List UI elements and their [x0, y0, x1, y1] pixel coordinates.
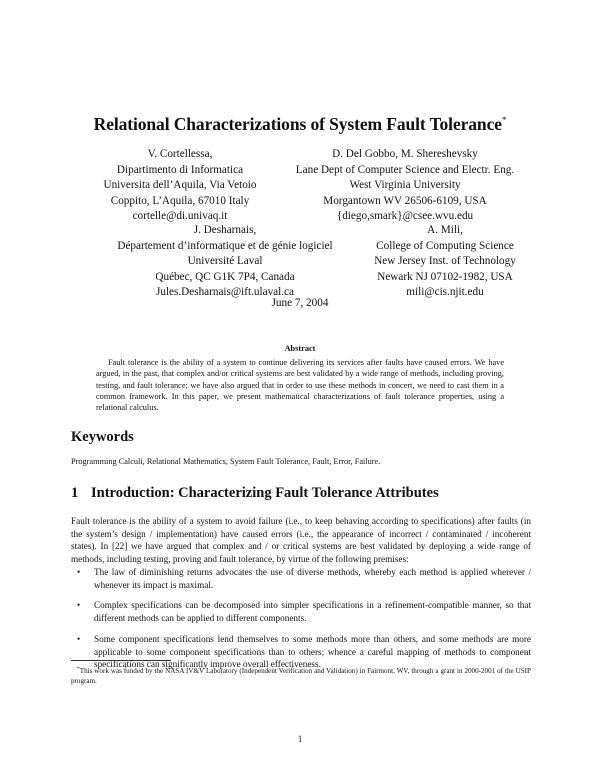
page-number: 1: [297, 734, 303, 744]
intro-paragraph: Fault tolerance is the ability of a system to avoid failure (i.e., to keep behaving according to specifications) after faults (in the system’s design / implementation) have caused errors (i.e., the appearance of incorrect / contaminated / incoherent states). In [22] we have argued that complex and / or critical systems are best validated by deploying a wide range of methods, including testing, proving and fault tolerance, by virtue of the following premises:: [71, 516, 531, 565]
author-email: cortelle@di.univaq.it: [132, 210, 228, 223]
author-affiliation-line: Universita dell’Aquila, Via Vetoio: [103, 179, 257, 192]
author-affiliation-line: Coppito, L’Aquila, 67010 Italy: [110, 194, 250, 207]
author-block-desharnais: [85, 223, 365, 301]
title-footnote-mark: *: [501, 115, 507, 125]
author-affiliation-line: Département d’informatique et de génie logiciel: [117, 239, 333, 252]
paper-date: June 7, 2004: [271, 297, 329, 309]
section-title: Introduction: Characterizing Fault Tolerance Attributes: [91, 485, 439, 501]
author-affiliation-line: Dipartimento di Informatica: [116, 163, 244, 176]
footnote-rule: [71, 660, 171, 661]
author-affiliation-line: Morgantown WV 26506-6109, USA: [323, 194, 487, 207]
footnote: [71, 664, 531, 686]
author-email: Jules.Desharnais@ift.ulaval.ca: [156, 286, 294, 299]
list-item-text: Some component specifications lend themselves to some methods more than others, and some methods are more applicable to some component specifications than to others; whence a careful mapping of methods to component specifications can significantly improve overall effectiveness.: [94, 633, 531, 670]
footnote-text: This work was funded by the NASA IV&V Laboratory (Independent Verification and Validation) in Fairmont, WV, through a grant in 2000-2001 of the USIP program.: [71, 667, 531, 685]
author-email: mili@cis.njit.edu: [406, 286, 484, 299]
title-text: Relational Characterizations of System Fault Tolerance: [93, 114, 502, 134]
abstract-heading: Abstract: [284, 344, 316, 353]
author-affiliation-line: West Virginia University: [349, 179, 461, 192]
author-affiliation-line: Université Laval: [187, 255, 263, 268]
list-item-text: The law of diminishing returns advocates the use of diverse methods, whereby each method is applied wherever / whenever its impact is maximal.: [94, 567, 531, 590]
bullet-icon: •: [77, 567, 81, 577]
author-name: A. Mili,: [427, 224, 463, 236]
list-item: [71, 566, 531, 591]
paper-title: [0, 114, 600, 135]
author-affiliation-line: Newark NJ 07102-1982, USA: [377, 270, 513, 283]
author-name: V. Cortellessa,: [147, 148, 213, 160]
author-affiliation-line: College of Computing Science: [376, 239, 514, 252]
author-affiliation-line: Lane Dept of Computer Science and Electr. Eng.: [295, 163, 515, 176]
author-block-mili: [345, 223, 545, 301]
author-email: {diego,smark}@csee.wvu.edu: [336, 210, 474, 223]
author-affiliation-line: Québec, QC G1K 7P4, Canada: [155, 270, 295, 283]
footnote-mark: *: [77, 666, 80, 672]
bullet-icon: •: [77, 600, 81, 611]
section-number: 1: [71, 485, 79, 501]
section-heading: [71, 485, 439, 502]
author-name: D. Del Gobbo, M. Shereshevsky: [332, 148, 478, 160]
keywords-heading: Keywords: [71, 429, 134, 445]
keywords-text: Programming Calculi, Relational Mathematics, System Fault Tolerance, Fault, Error, Failure.: [71, 457, 381, 466]
list-item-text: Complex specifications can be decomposed into simpler specifications in a refinement-compatible manner, so that different methods can be applied to different components.: [94, 600, 531, 624]
bullet-icon: •: [77, 633, 81, 644]
author-block-delgobbo-shereshevsky: [270, 147, 540, 225]
author-name: J. Desharnais,: [193, 224, 257, 236]
abstract-text: Fault tolerance is the ability of a system to continue delivering its services after faults have caused errors. We have argued, in the past, that complex and/or critical systems are best validated by a wide range of methods, including proving, testing, and fault tolerance; we have also argued that in order to use these methods in concert, we need to cast them in a common framework. In this paper, we present mathematical characterizations of fault tolerance properties, using a relational calculus.: [96, 358, 504, 413]
premises-list: [71, 566, 531, 679]
author-affiliation-line: New Jersey Inst. of Technology: [374, 255, 516, 268]
author-block-cortellessa: [80, 147, 280, 225]
list-item: [71, 599, 531, 624]
